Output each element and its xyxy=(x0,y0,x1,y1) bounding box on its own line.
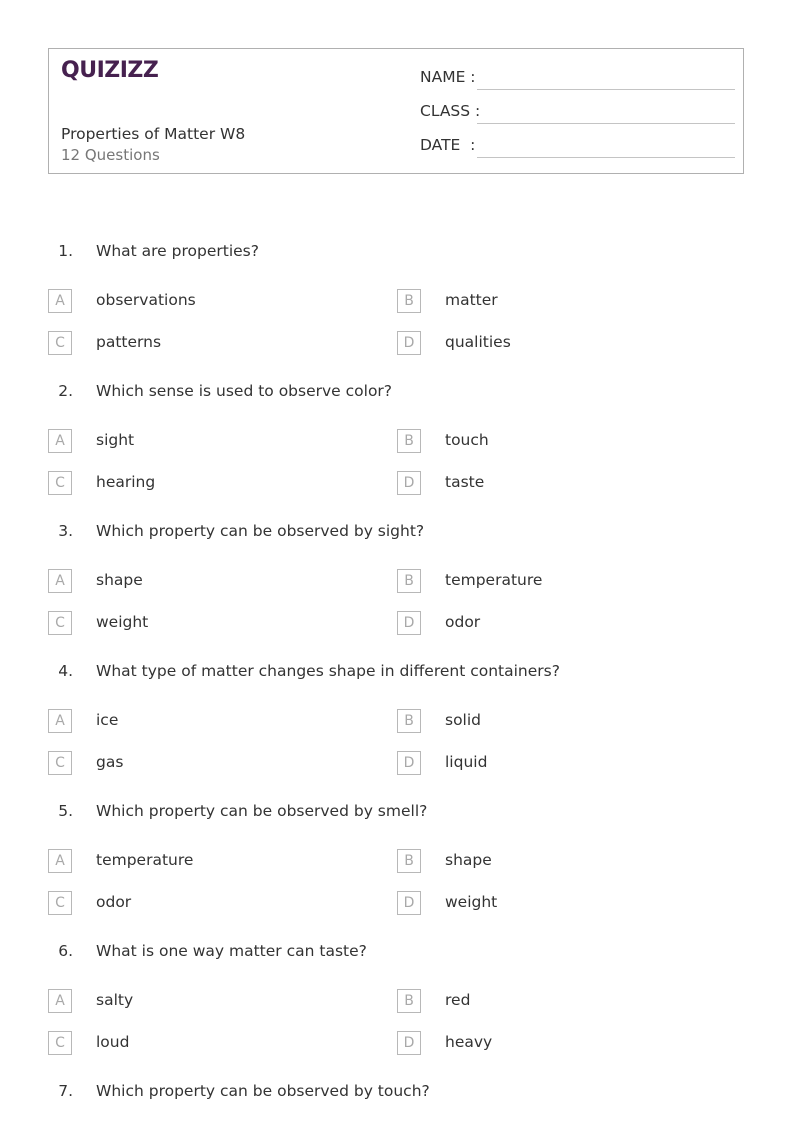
question-text: What type of matter changes shape in different containers? xyxy=(96,662,560,680)
option-letter-box: D xyxy=(397,1031,421,1055)
class-label: CLASS : xyxy=(420,102,481,120)
option-letter-box: B xyxy=(397,709,421,733)
quizizz-logo: QUIZIZZ xyxy=(61,58,159,83)
option-letter-box: C xyxy=(48,331,72,355)
name-label: NAME : xyxy=(420,68,476,86)
option-text: heavy xyxy=(445,1033,493,1051)
option-letter-box: C xyxy=(48,891,72,915)
question-2 xyxy=(0,382,794,406)
option-letter-box: B xyxy=(397,569,421,593)
date-field xyxy=(420,136,735,160)
question-2-option-d xyxy=(397,471,697,495)
question-5 xyxy=(0,802,794,826)
option-letter-box: A xyxy=(48,849,72,873)
option-text: gas xyxy=(96,753,124,771)
option-text: liquid xyxy=(445,753,488,771)
question-text: Which property can be observed by smell? xyxy=(96,802,428,820)
option-text: touch xyxy=(445,431,489,449)
option-text: shape xyxy=(445,851,492,869)
option-letter-box: D xyxy=(397,331,421,355)
question-text: What is one way matter can taste? xyxy=(96,942,367,960)
option-letter-box: B xyxy=(397,289,421,313)
option-text: temperature xyxy=(445,571,543,589)
question-3-option-d xyxy=(397,611,697,635)
option-letter-box: D xyxy=(397,751,421,775)
option-text: odor xyxy=(96,893,132,911)
option-text: solid xyxy=(445,711,482,729)
class-line xyxy=(477,123,735,124)
question-5-option-a xyxy=(48,849,348,873)
question-1-option-c xyxy=(48,331,348,355)
option-letter-box: A xyxy=(48,709,72,733)
option-text: hearing xyxy=(96,473,156,491)
option-text: salty xyxy=(96,991,134,1009)
option-text: shape xyxy=(96,571,143,589)
question-6-option-b xyxy=(397,989,697,1013)
option-text: weight xyxy=(96,613,149,631)
option-letter-box: D xyxy=(397,471,421,495)
option-letter-box: C xyxy=(48,611,72,635)
option-letter-box: B xyxy=(397,989,421,1013)
worksheet-title: Properties of Matter W8 xyxy=(61,125,246,143)
question-5-option-c xyxy=(48,891,348,915)
question-4 xyxy=(0,662,794,686)
question-1-option-d xyxy=(397,331,697,355)
question-4-option-a xyxy=(48,709,348,733)
question-2-option-b xyxy=(397,429,697,453)
option-letter-box: A xyxy=(48,989,72,1013)
option-text: loud xyxy=(96,1033,130,1051)
option-letter-box: C xyxy=(48,471,72,495)
question-number: 1. xyxy=(58,242,73,260)
question-number: 7. xyxy=(58,1082,73,1100)
option-letter-box: C xyxy=(48,1031,72,1055)
date-line xyxy=(477,157,735,158)
question-2-option-c xyxy=(48,471,348,495)
option-letter-box: C xyxy=(48,751,72,775)
question-4-option-d xyxy=(397,751,697,775)
question-3 xyxy=(0,522,794,546)
option-letter-box: D xyxy=(397,611,421,635)
question-number: 5. xyxy=(58,802,73,820)
option-text: ice xyxy=(96,711,119,729)
question-text: What are properties? xyxy=(96,242,259,260)
question-6-option-a xyxy=(48,989,348,1013)
question-3-option-a xyxy=(48,569,348,593)
option-text: qualities xyxy=(445,333,511,351)
option-text: odor xyxy=(445,613,481,631)
option-text: patterns xyxy=(96,333,162,351)
date-label: DATE : xyxy=(420,136,476,154)
option-text: matter xyxy=(445,291,498,309)
question-number: 3. xyxy=(58,522,73,540)
question-4-option-b xyxy=(397,709,697,733)
option-text: red xyxy=(445,991,471,1009)
option-text: observations xyxy=(96,291,196,309)
question-3-option-b xyxy=(397,569,697,593)
option-letter-box: A xyxy=(48,429,72,453)
option-letter-box: D xyxy=(397,891,421,915)
option-text: taste xyxy=(445,473,485,491)
question-text: Which sense is used to observe color? xyxy=(96,382,393,400)
question-text: Which property can be observed by sight? xyxy=(96,522,425,540)
option-letter-box: A xyxy=(48,289,72,313)
name-line xyxy=(477,89,735,90)
question-text: Which property can be observed by touch? xyxy=(96,1082,430,1100)
question-3-option-c xyxy=(48,611,348,635)
question-5-option-b xyxy=(397,849,697,873)
option-letter-box: A xyxy=(48,569,72,593)
question-1-option-b xyxy=(397,289,697,313)
question-number: 4. xyxy=(58,662,73,680)
option-letter-box: B xyxy=(397,429,421,453)
name-field xyxy=(420,68,735,92)
question-4-option-c xyxy=(48,751,348,775)
question-1-option-a xyxy=(48,289,348,313)
option-text: sight xyxy=(96,431,135,449)
option-letter-box: B xyxy=(397,849,421,873)
question-number: 6. xyxy=(58,942,73,960)
question-6 xyxy=(0,942,794,966)
question-6-option-c xyxy=(48,1031,348,1055)
question-5-option-d xyxy=(397,891,697,915)
class-field xyxy=(420,102,735,126)
question-7 xyxy=(0,1082,794,1106)
option-text: weight xyxy=(445,893,498,911)
option-text: temperature xyxy=(96,851,194,869)
question-number: 2. xyxy=(58,382,73,400)
question-6-option-d xyxy=(397,1031,697,1055)
question-1 xyxy=(0,242,794,266)
question-count: 12 Questions xyxy=(61,146,160,164)
question-2-option-a xyxy=(48,429,348,453)
worksheet-header xyxy=(48,48,744,174)
